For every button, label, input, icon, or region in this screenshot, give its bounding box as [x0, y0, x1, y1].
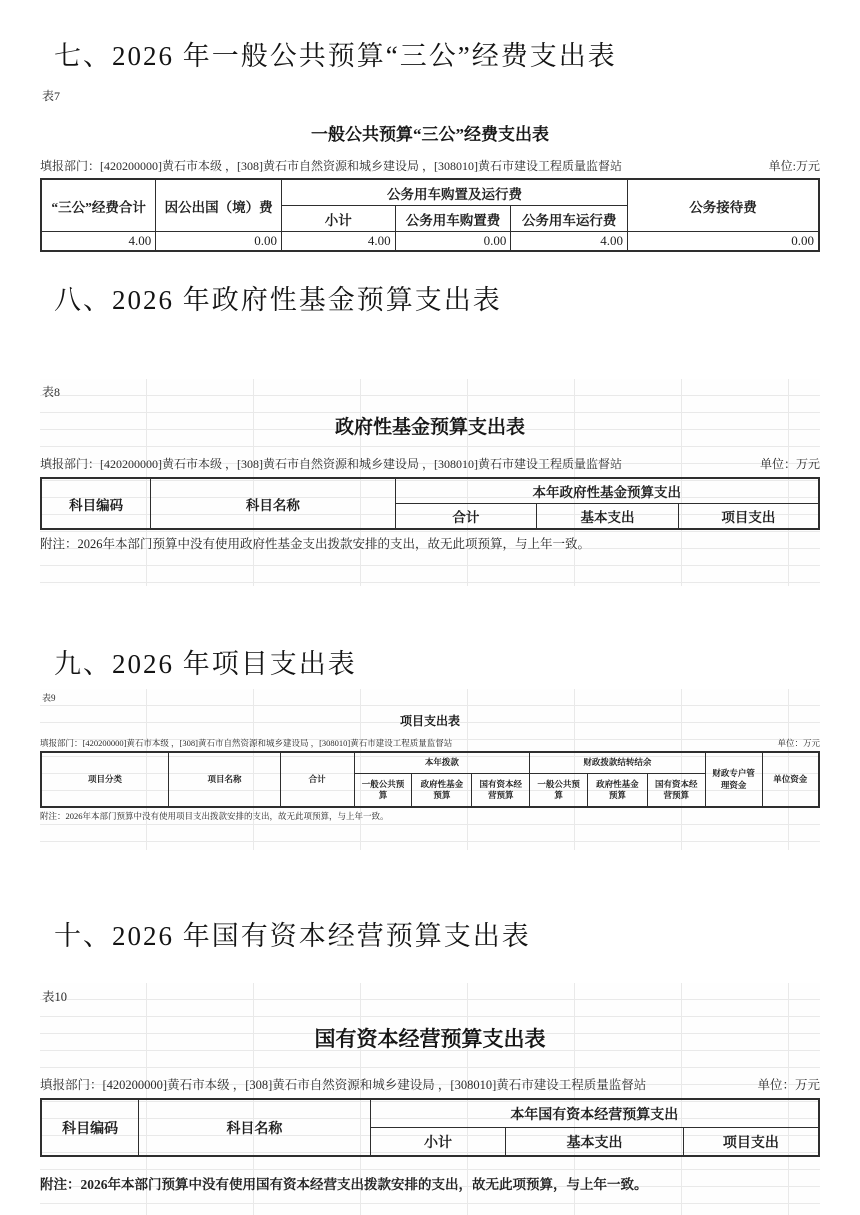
state-capital-budget-table [40, 1098, 820, 1157]
table9-meta-row [40, 737, 820, 749]
t7-value-total: 4.00 [41, 232, 156, 252]
t10-col-group: 本年国有资本经营预算支出 [370, 1099, 819, 1128]
t9-col-current-statecap: 国有资本经营预算 [472, 774, 530, 808]
section-government-fund-budget [40, 278, 820, 586]
table7-unit: 单位:万元 [768, 159, 820, 173]
government-fund-budget-table [40, 477, 820, 530]
table9-sheet-area [40, 689, 820, 850]
table8-meta-row [40, 455, 820, 472]
table7-title: 一般公共预算“三公”经费支出表 [311, 125, 549, 144]
t7-col-vehicle-group: 公务用车购置及运行费 [281, 179, 627, 206]
t8-col-code: 科目编码 [41, 478, 151, 529]
table7-label: 表7 [42, 89, 61, 103]
section-three-public-funds [40, 34, 820, 252]
t9-col-carryover-general: 一般公共预算 [530, 774, 588, 808]
table9-label: 表9 [42, 693, 56, 703]
section-state-capital-budget [40, 914, 820, 1215]
t7-value-operation: 4.00 [511, 232, 628, 252]
t9-col-carryover-statecap: 国有资本经营预算 [647, 774, 705, 808]
t8-col-project: 项目支出 [678, 504, 819, 530]
t9-col-total: 合计 [280, 752, 354, 807]
table10-title: 国有资本经营预算支出表 [314, 1027, 546, 1051]
t10-col-name: 科目名称 [139, 1099, 370, 1156]
table9-department: 填报部门：[420200000]黄石市本级 ，[308]黄石市自然资源和城乡建设局 ，[308010]黄石市建设工程质量监督站 [40, 738, 453, 748]
table10-note: 附注：2026年本部门预算中没有使用国有资本经营支出拨款安排的支出，故无此项预算，与上年一致。 [40, 1177, 648, 1192]
t7-value-purchase: 0.00 [395, 232, 511, 252]
t9-header-row-1 [41, 752, 819, 774]
t7-col-reception: 公务接待费 [628, 179, 819, 232]
t9-col-carryover-group: 财政拨款结转结余 [530, 752, 706, 774]
t7-col-total: “三公”经费合计 [41, 179, 156, 232]
table9-title: 项目支出表 [399, 714, 460, 728]
table8-label: 表8 [42, 385, 61, 399]
project-expenditure-table [40, 751, 820, 808]
t9-col-category: 项目分类 [41, 752, 169, 807]
table7-department: 填报部门：[420200000]黄石市本级 ，[308]黄石市自然资源和城乡建设局 ，[308010]黄石市建设工程质量监督站 [40, 159, 622, 173]
section10-heading: 十、2026 年国有资本经营预算支出表 [54, 921, 531, 951]
table7-meta-row [40, 157, 820, 174]
t9-col-current-general: 一般公共预算 [354, 774, 412, 808]
section7-heading: 七、2026 年一般公共预算“三公”经费支出表 [54, 41, 617, 71]
t7-value-subtotal: 4.00 [281, 232, 395, 252]
t8-col-name: 科目名称 [151, 478, 395, 529]
table8-unit: 单位：万元 [759, 457, 820, 471]
t7-col-operation: 公务用车运行费 [511, 206, 628, 232]
t7-col-subtotal: 小计 [281, 206, 395, 232]
t10-header-row-1 [41, 1099, 819, 1128]
t8-col-basic: 基本支出 [537, 504, 679, 530]
t10-col-subtotal: 小计 [370, 1128, 506, 1157]
section8-heading: 八、2026 年政府性基金预算支出表 [54, 285, 502, 315]
t9-col-fiscal-account: 财政专户管理资金 [705, 752, 762, 807]
section-project-expenditure [40, 642, 820, 850]
t9-col-unit-funds: 单位资金 [762, 752, 819, 807]
table10-department: 填报部门：[420200000]黄石市本级 ，[308]黄石市自然资源和城乡建设局 ，[308010]黄石市建设工程质量监督站 [40, 1078, 647, 1092]
t7-header-row-1 [41, 179, 819, 206]
three-public-funds-table [40, 178, 820, 252]
t7-value-reception: 0.00 [628, 232, 819, 252]
t7-value-abroad: 0.00 [156, 232, 282, 252]
t10-col-project: 项目支出 [683, 1128, 819, 1157]
t9-col-name: 项目名称 [169, 752, 281, 807]
t8-col-total: 合计 [395, 504, 537, 530]
t9-col-carryover-govfund: 政府性基金预算 [588, 774, 648, 808]
t8-col-group: 本年政府性基金预算支出 [395, 478, 819, 504]
table10-unit: 单位：万元 [757, 1078, 820, 1092]
t7-col-abroad: 因公出国（境）费 [156, 179, 282, 232]
table8-department: 填报部门：[420200000]黄石市本级 ，[308]黄石市自然资源和城乡建设局 ，[308010]黄石市建设工程质量监督站 [40, 457, 622, 471]
t10-col-code: 科目编码 [41, 1099, 139, 1156]
table8-title: 政府性基金预算支出表 [334, 417, 525, 438]
table10-meta-row [40, 1075, 820, 1093]
t8-header-row-1 [41, 478, 819, 504]
table8-note: 附注：2026年本部门预算中没有使用政府性基金支出拨款安排的支出，故无此项预算，与上年一致。 [40, 537, 591, 551]
table10-label: 表10 [42, 990, 68, 1004]
t7-data-row [41, 232, 819, 252]
t9-col-current-group: 本年拨款 [354, 752, 530, 774]
t9-col-current-govfund: 政府性基金预算 [412, 774, 472, 808]
t10-col-basic: 基本支出 [506, 1128, 684, 1157]
t7-col-purchase: 公务用车购置费 [395, 206, 511, 232]
section9-heading: 九、2026 年项目支出表 [54, 649, 357, 679]
table8-sheet-area [40, 379, 820, 586]
table9-note: 附注：2026年本部门预算中没有使用项目支出拨款安排的支出，故无此项预算，与上年一致。 [40, 811, 389, 821]
table9-unit: 单位：万元 [777, 738, 820, 748]
table10-sheet-area [40, 983, 820, 1215]
